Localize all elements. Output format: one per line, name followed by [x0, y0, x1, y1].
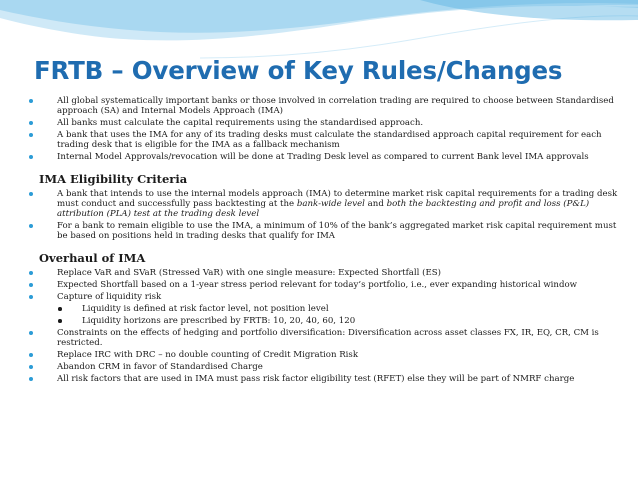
- overhaul-bullet-7: All risk factors that are used in IMA must pass risk factor eligibility test (RFET) else they will be part of NMRF charge: [24, 374, 624, 384]
- slide-content: [24, 96, 624, 386]
- intro-bullet-3: A bank that uses the IMA for any of its trading desks must calculate the standardised approach capital requirement for each trading desk that is eligible for the IMA as a fallback mechanism: [24, 130, 624, 150]
- overhaul-bullet-2: Expected Shortfall based on a 1-year stress period relevant for today’s portfolio, i.e., ever expanding historical window: [24, 280, 624, 290]
- overhaul-bullet-5: Replace IRC with DRC – no double counting of Credit Migration Risk: [24, 350, 624, 360]
- overhaul-bullet-3: Capture of liquidity risk: [24, 292, 624, 302]
- overhaul-heading: Overhaul of IMA: [39, 251, 146, 265]
- italic-text-run: bank-wide level: [296, 199, 365, 209]
- intro-bullet-4: Internal Model Approvals/revocation will be done at Trading Desk level as compared to current Bank level IMA approvals: [24, 152, 624, 162]
- intro-bullet-1: All global systematically important banks or those involved in correlation trading are required to choose between Standardised approach (SA) and Internal Models Approach (IMA): [24, 96, 624, 116]
- overhaul-bullet-4: Constraints on the effects of hedging and portfolio diversification: Diversification across asset classes FX, IR, EQ, CR, CM is restricted.: [24, 328, 624, 348]
- ima-eligibility-bullet-1: [24, 189, 624, 219]
- italic-text-run: both the backtesting and profit and loss (P&L) attribution (PLA) test at the trading desk level: [57, 199, 590, 219]
- slide-title: FRTB – Overview of Key Rules/Changes: [34, 56, 563, 85]
- overhaul-subbullet-2: Liquidity horizons are prescribed by FRTB: 10, 20, 40, 60, 120: [24, 316, 624, 326]
- overhaul-bullet-6: Abandon CRM in favor of Standardised Charge: [24, 362, 624, 372]
- text-run: and: [364, 199, 387, 209]
- overhaul-bullet-1: Replace VaR and SVaR (Stressed VaR) with one single measure: Expected Shortfall (ES): [24, 268, 624, 278]
- text-run: A bank that intends to use the internal models approach (IMA) to determine market risk capital requirements for a trading desk must conduct and successfully pass backtesting at the: [57, 189, 618, 209]
- overhaul-subbullet-1: Liquidity is defined at risk factor level, not position level: [24, 304, 624, 314]
- ima-eligibility-bullet-2: For a bank to remain eligible to use the IMA, a minimum of 10% of the bank’s aggregated market risk capital requirement must be based on positions held in trading desks that qualify for IMA: [24, 221, 624, 241]
- ima-eligibility-heading: IMA Eligibility Criteria: [39, 172, 188, 186]
- intro-bullet-2: All banks must calculate the capital requirements using the standardised approach.: [24, 118, 624, 128]
